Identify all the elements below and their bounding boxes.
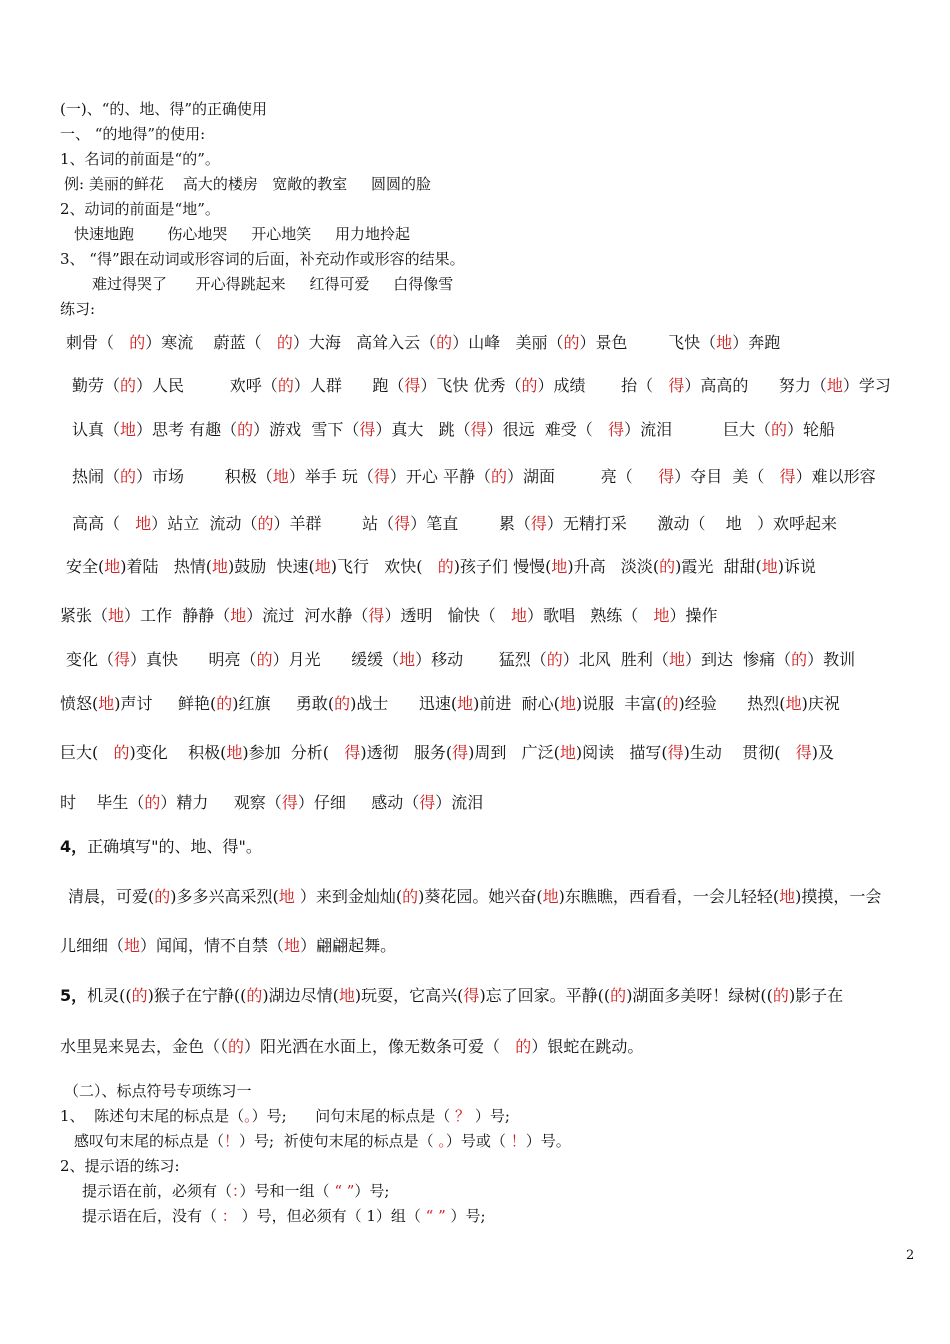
line-text: ）人民 欢呼（ (136, 376, 278, 395)
line-text: （二）、标点符号专项练习一 (64, 1082, 252, 1100)
text-line (92, 275, 453, 293)
answer-text: 的 (246, 986, 263, 1005)
line-text: 2、提示语的练习: (60, 1157, 180, 1175)
answer-text: 得 (368, 606, 385, 625)
line-text: )透彻 服务( (360, 743, 453, 762)
answer-text: 的 (662, 694, 679, 713)
answer-text: 得 (668, 376, 685, 395)
line-text: )周到 广泛( (468, 743, 560, 762)
answer-text: 地 (551, 557, 568, 576)
text-line (64, 175, 431, 193)
answer-text: 地 (278, 887, 295, 906)
answer-text: 得 (530, 514, 547, 533)
answer-text: 地 (314, 557, 331, 576)
line-text: ）真大 跳（ (375, 420, 471, 439)
line-text: 快速地跑 伤心地哭 开心地笑 用力地拎起 (74, 225, 411, 243)
line-text: ）号; 问句末尾的标点是（ (251, 1107, 456, 1125)
text-line (72, 376, 891, 396)
answer-text: 的 (791, 650, 808, 669)
text-line (60, 936, 396, 956)
text-line (60, 250, 465, 268)
text-line (66, 333, 780, 353)
line-text: ）阳光洒在水面上，像无数条可爱（ (244, 1037, 516, 1056)
answer-text: 地 (761, 557, 778, 576)
line-text: ）学习 (842, 376, 891, 395)
answer-text: 地 (457, 694, 474, 713)
line-text: )忘了回家。平静(( (479, 986, 611, 1005)
line-text: ）难以形容 (795, 467, 876, 486)
answer-text: 地 (559, 694, 576, 713)
line-text: ）站立 流动（ (151, 514, 258, 533)
line-text: )庆祝 (801, 694, 840, 713)
answer-text: 地 (716, 333, 733, 352)
answer-text: 的 (113, 743, 130, 762)
answer-text: 的 (490, 467, 507, 486)
line-text: ）真快 明亮（ (130, 650, 257, 669)
line-text: ）来到金灿灿( (294, 887, 403, 906)
text-line (74, 225, 410, 243)
answer-text: 得 (373, 467, 390, 486)
answer-text: 的 (437, 557, 454, 576)
line-text: ）奔跑 (732, 333, 781, 352)
line-text: ）湖面 亮（ (506, 467, 659, 486)
line-text: ）游戏 雪下（ (253, 420, 360, 439)
answer-text: 得 (608, 420, 625, 439)
answer-text: 的 (610, 986, 627, 1005)
answer-text: 得 (667, 743, 684, 762)
line-text: 难过得哭了 开心得跳起来 红得可爱 白得像雪 (92, 275, 454, 293)
answer-text: 的 (257, 514, 274, 533)
answer-text: 得 (658, 467, 675, 486)
line-text: 水里晃来晃去，金色（（ (60, 1037, 229, 1056)
answer-text: 得 (281, 793, 298, 812)
line-text: 紧张（ (60, 606, 109, 625)
answer-text: 得 (795, 743, 812, 762)
line-text: )影子在 (788, 986, 844, 1005)
answer-text: 的 (216, 694, 233, 713)
line-text: ）人群 跑（ (293, 376, 405, 395)
line-text: ）工作 静静（ (124, 606, 231, 625)
answer-text: 的 (237, 420, 254, 439)
line-text: ）流泪 巨大（ (624, 420, 771, 439)
line-text: 1、名词的前面是“的”。 (60, 150, 220, 168)
line-text: 正确填写"的、地、得"。 (87, 837, 262, 856)
answer-text: 的 (277, 376, 294, 395)
answer-text: 的 (563, 333, 580, 352)
line-text: (一)、“的、地、得”的正确使用 (60, 100, 268, 118)
text-line (60, 1037, 643, 1057)
line-text: )着陆 热情( (120, 557, 213, 576)
answer-text: 得 (394, 514, 411, 533)
answer-text: 地 (779, 887, 796, 906)
answer-text: 。 (244, 1107, 252, 1125)
text-line (60, 986, 843, 1006)
line-text: ）透明 愉快（ (384, 606, 511, 625)
line-text: ）仔细 感动（ (297, 793, 420, 812)
text-line (60, 1157, 180, 1175)
line-text: 巨大( (60, 743, 114, 762)
line-text: ）很远 难受（ (486, 420, 609, 439)
line-text: )声讨 鲜艳( (114, 694, 217, 713)
line-text: ）歌唱 熟练（ (526, 606, 654, 625)
answer-text: ： (232, 1182, 240, 1200)
answer-text: 得 (344, 743, 361, 762)
answer-text: 地 (653, 606, 670, 625)
text-line (60, 1107, 510, 1125)
answer-text: 地 (510, 606, 527, 625)
text-line (72, 514, 837, 534)
line-text: ）大海 高耸入云（ (292, 333, 437, 352)
answer-text: 的 (228, 1037, 245, 1056)
line-text: 2、动词的前面是“地”。 (60, 200, 220, 218)
text-line (68, 887, 881, 907)
text-line (60, 100, 267, 118)
line-text: ）举手 玩（ (288, 467, 374, 486)
line-text: ）流过 河水静（ (246, 606, 369, 625)
line-text: )孩子们 慢慢( (453, 557, 552, 576)
answer-text: 的 (131, 986, 148, 1005)
answer-text: 的 (144, 793, 161, 812)
text-line (60, 150, 220, 168)
line-text: 提示语在后，没有（ (82, 1207, 222, 1225)
line-text: 练习: (60, 300, 96, 318)
text-line (60, 793, 483, 813)
answer-text: 得 (404, 376, 421, 395)
line-text: )阅读 描写( (575, 743, 668, 762)
answer-text: “ ” (425, 1207, 446, 1225)
line-text: )鼓励 快速( (228, 557, 315, 576)
line-text: )升高 淡淡( (567, 557, 660, 576)
answer-text: 地 (135, 514, 152, 533)
answer-text: ！ (510, 1132, 526, 1150)
answer-text: 的 (120, 467, 137, 486)
line-text: 刺骨（ (66, 333, 130, 352)
answer-text: 地 (108, 606, 125, 625)
line-text: ）夺目 美（ (674, 467, 780, 486)
answer-text: 的 (129, 333, 146, 352)
line-text: ）翩翩起舞。 (300, 936, 397, 955)
line-text: ）开心 平静（ (389, 467, 491, 486)
line-text: ）号。 (525, 1132, 571, 1150)
text-line (66, 557, 816, 577)
line-text: 热闹（ (72, 467, 121, 486)
line-text: )参加 分析( (242, 743, 345, 762)
answer-text: 地 (98, 694, 115, 713)
text-line (74, 1132, 571, 1150)
answer-text: 地 (272, 467, 289, 486)
answer-text: 得 (419, 793, 436, 812)
text-line (60, 606, 718, 626)
page-number: 2 (906, 1248, 915, 1263)
answer-text: 地 (212, 557, 229, 576)
line-text: ）教训 (807, 650, 856, 669)
line-text: ）思考 有趣（ (136, 420, 238, 439)
text-line (60, 200, 220, 218)
line-text: ）银蛇在跳动。 (531, 1037, 644, 1056)
line-text: 提示语在前，必须有（ (82, 1182, 233, 1200)
line-text: ）流泪 (435, 793, 484, 812)
line-text: ）号; (470, 1107, 510, 1125)
text-line (82, 1182, 389, 1200)
text-line (66, 650, 855, 670)
line-text: )多多兴高采烈( (170, 887, 279, 906)
line-text: ）市场 积极（ (136, 467, 273, 486)
line-text: )及 (811, 743, 834, 762)
line-text: ）号; (354, 1182, 390, 1200)
line-text: ）羊群 站（ (273, 514, 395, 533)
answer-text: 的 (256, 650, 273, 669)
line-text: ）到达 惨痛（ (684, 650, 792, 669)
line-text: 一、 “的地得”的使用: (60, 125, 206, 143)
text-line (64, 1082, 252, 1100)
line-text: 认真（ (72, 420, 121, 439)
line-text: )生动 贯彻( (683, 743, 796, 762)
line-text: 例: 美丽的鲜花 高大的楼房 宽敞的教室 圆圆的脸 (64, 175, 432, 193)
answer-text: 地 (104, 557, 121, 576)
answer-text: 得 (470, 420, 487, 439)
line-text: ）寒流 蔚蓝（ (145, 333, 277, 352)
line-text: 安全( (66, 557, 105, 576)
line-text: )红旗 勇敢( (232, 694, 335, 713)
line-text: 3、 “得”跟在动词或形容词的后面，补充动作或形容的结果。 (60, 250, 465, 268)
line-text: ）高高的 努力（ (684, 376, 827, 395)
line-text: ）闻闻，情不自禁（ (140, 936, 285, 955)
line-text: )战士 迅速( (350, 694, 458, 713)
line-text: ）山峰 美丽（ (452, 333, 564, 352)
answer-text: 地 (230, 606, 247, 625)
answer-text: 地 (124, 936, 141, 955)
item-number: 4， (60, 837, 88, 856)
answer-text: 地 (120, 420, 137, 439)
answer-text: 的 (521, 376, 538, 395)
answer-text: 地 (826, 376, 843, 395)
text-line (60, 743, 834, 763)
answer-text: 地 (226, 743, 243, 762)
answer-text: 得 (779, 467, 796, 486)
answer-text: ： (221, 1207, 237, 1225)
line-text: )湖边尽情( (262, 986, 339, 1005)
line-text: ）号和一组（ (239, 1182, 335, 1200)
line-text: 感叹句末尾的标点是（ (74, 1132, 225, 1150)
answer-text: 地 (542, 887, 559, 906)
answer-text: 的 (659, 557, 676, 576)
line-text: 机灵(( (87, 986, 132, 1005)
answer-text: 地 (668, 650, 685, 669)
text-line (72, 467, 876, 487)
text-line (72, 420, 835, 440)
line-text: 高高（ (72, 514, 136, 533)
line-text: ）月光 缓缓（ (272, 650, 400, 669)
answer-text: 的 (515, 1037, 532, 1056)
line-text: )前进 耐心( (473, 694, 560, 713)
answer-text: 的 (402, 887, 419, 906)
line-text: 时 毕生（ (60, 793, 145, 812)
line-text: ）号或（ (445, 1132, 511, 1150)
line-text: )诉说 (777, 557, 817, 576)
line-text: ）号; (445, 1207, 486, 1225)
answer-text: 得 (452, 743, 469, 762)
line-text: ）无精打采 激动（ 地 ）欢呼起来 (546, 514, 838, 533)
answer-text: 地 (785, 694, 802, 713)
line-text: )变化 积极( (129, 743, 227, 762)
answer-text: 的 (120, 376, 137, 395)
line-text: ）号，但必须有（ 1）组（ (236, 1207, 426, 1225)
text-line (60, 300, 95, 318)
text-line (60, 125, 205, 143)
line-text: )经验 热烈( (678, 694, 786, 713)
line-text: ）飞快 优秀（ (420, 376, 522, 395)
item-number: 5， (60, 986, 88, 1005)
answer-text: 地 (559, 743, 576, 762)
line-text: ）笔直 累（ (410, 514, 531, 533)
line-text: ）号; 祈使句末尾的标点是（ (239, 1132, 439, 1150)
line-text: 儿细细（ (60, 936, 125, 955)
answer-text: 的 (436, 333, 453, 352)
line-text: ）轮船 (786, 420, 835, 439)
line-text: 1、 陈述句末尾的标点是（ (60, 1107, 245, 1125)
answer-text: 得 (114, 650, 131, 669)
answer-text: 的 (276, 333, 293, 352)
line-text: ）北风 胜利（ (562, 650, 669, 669)
text-line (82, 1207, 486, 1225)
answer-text: 的 (546, 650, 563, 669)
line-text: ）操作 (669, 606, 718, 625)
line-text: ）成绩 抬（ (537, 376, 669, 395)
answer-text: ？ (455, 1107, 471, 1125)
line-text: )说服 丰富( (575, 694, 663, 713)
answer-text: 。 (438, 1132, 446, 1150)
line-text: ）移动 猛烈（ (415, 650, 547, 669)
answer-text: 地 (284, 936, 301, 955)
answer-text: 得 (359, 420, 376, 439)
line-text: )霞光 甜甜( (675, 557, 762, 576)
answer-text: 的 (772, 986, 789, 1005)
answer-text: ！ (224, 1132, 240, 1150)
line-text: 愤怒( (60, 694, 99, 713)
line-text: )东瞧瞧，西看看，一会儿轻轻( (558, 887, 780, 906)
text-line (60, 694, 840, 714)
line-text: 变化（ (66, 650, 115, 669)
line-text: )玩耍，它高兴( (354, 986, 464, 1005)
line-text: ）精力 观察（ (160, 793, 282, 812)
line-text: )湖面多美呀！绿树(( (626, 986, 773, 1005)
line-text: )葵花园。她兴奋( (418, 887, 543, 906)
answer-text: “ ” (334, 1182, 355, 1200)
answer-text: 的 (334, 694, 351, 713)
answer-text: 的 (154, 887, 171, 906)
line-text: ）景色 飞快（ (579, 333, 717, 352)
line-text: )猴子在宁静(( (147, 986, 247, 1005)
line-text: )摸摸，一会 (795, 887, 882, 906)
answer-text: 地 (338, 986, 355, 1005)
text-line (60, 837, 262, 857)
line-text: 清晨，可爱( (68, 887, 155, 906)
answer-text: 得 (463, 986, 480, 1005)
answer-text: 的 (770, 420, 787, 439)
line-text: 勤劳（ (72, 376, 121, 395)
line-text: )飞行 欢快( (330, 557, 438, 576)
answer-text: 地 (399, 650, 416, 669)
